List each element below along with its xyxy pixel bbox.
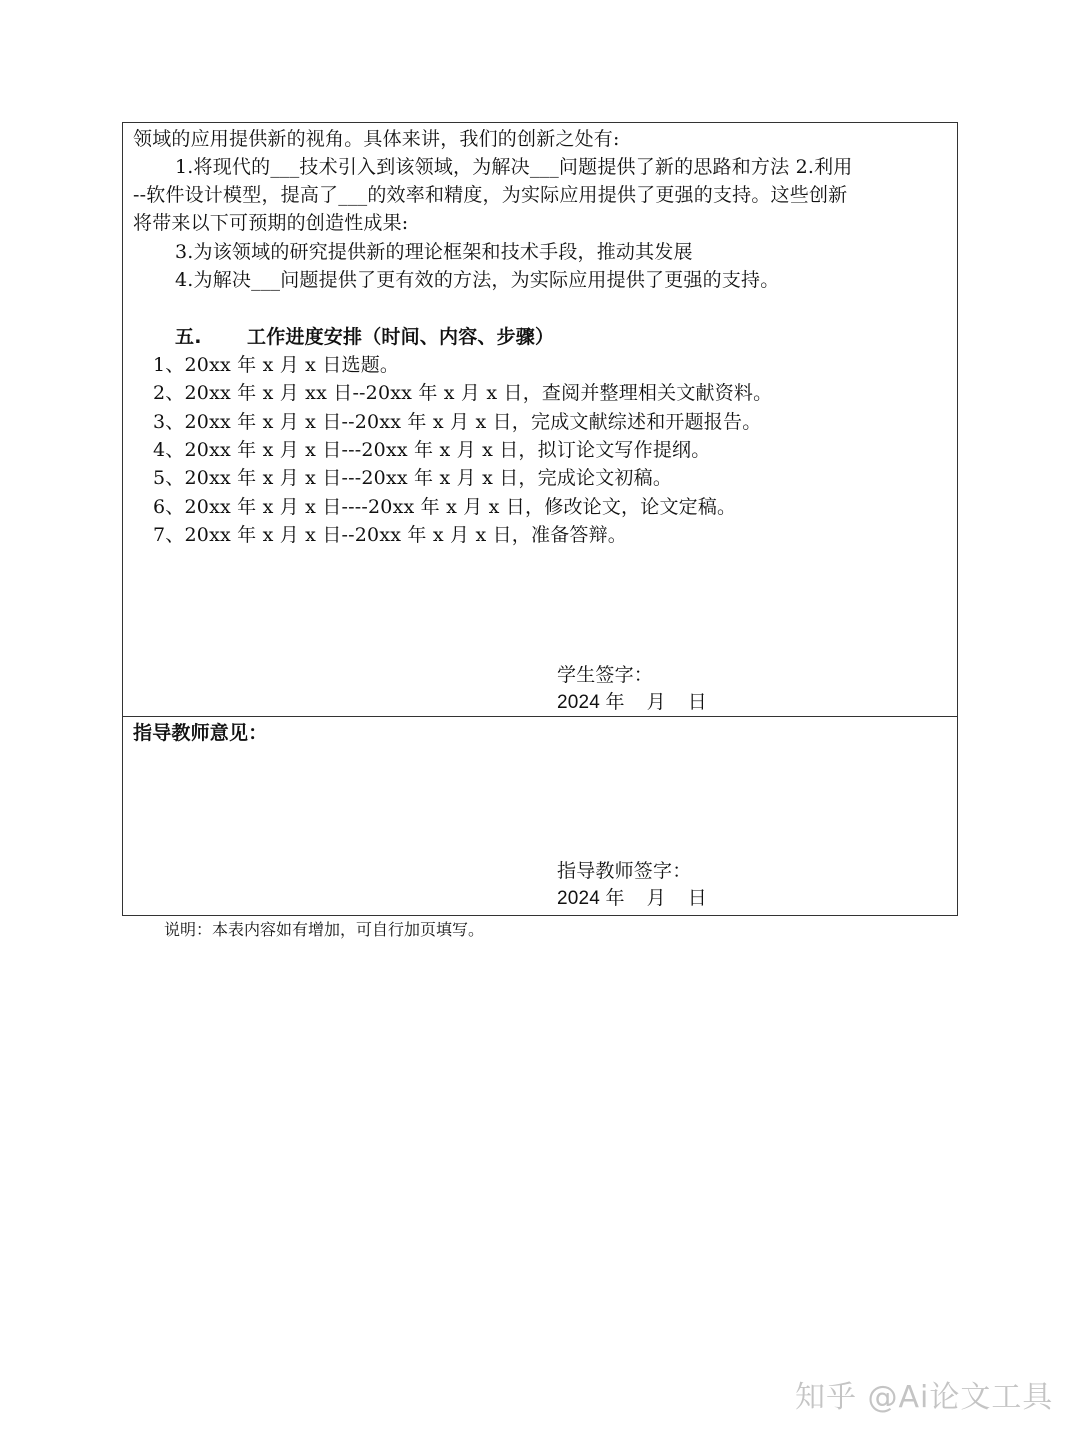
schedule-item: 4、20xx 年 x 月 x 日---20xx 年 x 月 x 日，拟订论文写作提纲。 <box>153 439 711 461</box>
paragraph-line: --软件设计模型，提高了___的效率和精度，为实际应用提供了更强的支持。这些创新 <box>133 184 848 206</box>
zhihu-watermark: 知乎 @Ai论文工具 <box>795 1380 1054 1415</box>
innovation-and-schedule-cell <box>123 123 957 717</box>
advisor-signature-date: 2024 年 月 日 <box>557 888 707 909</box>
schedule-item: 7、20xx 年 x 月 x 日--20xx 年 x 月 x 日，准备答辩。 <box>153 524 628 546</box>
schedule-item: 5、20xx 年 x 月 x 日---20xx 年 x 月 x 日，完成论文初稿。 <box>153 467 673 489</box>
section-title: 工作进度安排（时间、内容、步骤） <box>247 326 555 348</box>
proposal-form-table <box>122 122 958 916</box>
schedule-item: 3、20xx 年 x 月 x 日--20xx 年 x 月 x 日，完成文献综述和开题报告。 <box>153 411 762 433</box>
paragraph-line: 4.为解决___问题提供了更有效的方法，为实际应用提供了更强的支持。 <box>175 269 780 291</box>
paragraph-line: 将带来以下可预期的创造性成果: <box>133 212 409 234</box>
advisor-opinion-cell <box>123 717 957 915</box>
advisor-opinion-heading: 指导教师意见： <box>133 722 268 744</box>
paragraph-line: 3.为该领域的研究提供新的理论框架和技术手段，推动其发展 <box>175 241 693 263</box>
paragraph-line: 领域的应用提供新的视角。具体来讲，我们的创新之处有: <box>133 128 620 150</box>
schedule-item: 6、20xx 年 x 月 x 日----20xx 年 x 月 x 日，修改论文，论文定稿。 <box>153 496 737 518</box>
form-footnote: 说明：本表内容如有增加，可自行加页填写。 <box>164 920 485 939</box>
student-signature-label: 学生签字： <box>557 664 654 686</box>
paragraph-line: 1.将现代的___技术引入到该领域，为解决___问题提供了新的思路和方法 2.利用 <box>175 156 853 178</box>
advisor-signature-label: 指导教师签字： <box>557 860 692 882</box>
student-signature-date: 2024 年 月 日 <box>557 692 707 713</box>
section-number: 五. <box>175 326 202 348</box>
schedule-item: 1、20xx 年 x 月 x 日选题。 <box>153 354 400 376</box>
schedule-item: 2、20xx 年 x 月 xx 日--20xx 年 x 月 x 日，查阅并整理相关文献资料。 <box>153 382 773 404</box>
